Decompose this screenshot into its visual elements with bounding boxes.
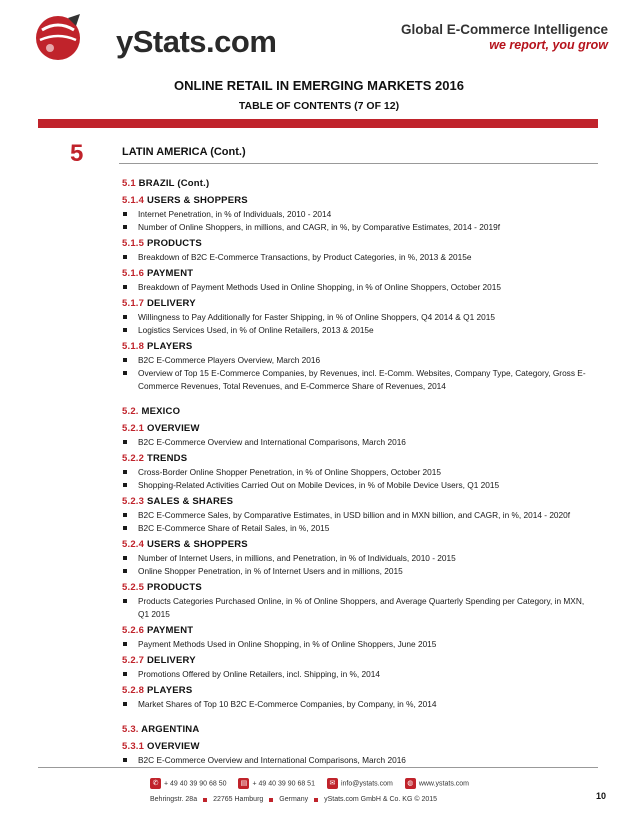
section-number: 5.1 [122, 178, 136, 189]
toc-item [122, 208, 592, 221]
bullet-icon [123, 255, 127, 259]
toc-item [122, 466, 592, 479]
section-label: PLAYERS [146, 341, 193, 352]
globe-logo-icon [28, 10, 88, 66]
toc-item-text: Products Categories Purchased Online, in % of Online Shoppers, and Average Quarterly Spending per Category, in MXN, Q1 2015 [138, 596, 585, 619]
section-label: DELIVERY [146, 298, 196, 309]
footer-email[interactable]: ✉ info@ystats.com [327, 778, 393, 789]
toc-section-heading [122, 404, 592, 419]
footer-web[interactable]: ◍ www.ystats.com [405, 778, 469, 789]
toc-item [122, 668, 592, 681]
toc-item-text: Overview of Top 15 E-Commerce Companies, by Revenues, incl. E-Comm. Websites, Company Type, Category, Gross E-Commerce Revenues, Total Revenues, and E-Commerce Share of Revenues, 2014 [138, 368, 586, 391]
section-number: 5.2.1 [122, 423, 145, 434]
bullet-icon [123, 225, 127, 229]
toc-section-heading [122, 722, 592, 737]
section-label: USERS & SHOPPERS [146, 195, 248, 206]
bullet-icon [123, 285, 127, 289]
mail-icon: ✉ [327, 778, 338, 789]
toc-item-text: Cross-Border Online Shopper Penetration, in % of Online Shoppers, October 2015 [138, 467, 442, 477]
bullet-icon [123, 758, 127, 762]
section-number: 5.2.7 [122, 655, 145, 666]
toc-item-text: B2C E-Commerce Overview and International Comparisons, March 2016 [138, 437, 406, 447]
separator-square [203, 798, 207, 802]
bullet-icon [123, 328, 127, 332]
page-subtitle: TABLE OF CONTENTS (7 OF 12) [238, 100, 400, 112]
section-label: PAYMENT [146, 625, 194, 636]
toc-section-heading [122, 653, 592, 668]
separator-square [314, 798, 318, 802]
address-city: 22765 Hamburg [213, 796, 264, 803]
toc-item-text: Breakdown of B2C E-Commerce Transactions, by Product Categories, in %, 2013 & 2015e [138, 252, 472, 262]
bullet-icon [123, 212, 127, 216]
toc-item [122, 479, 592, 492]
toc-section-heading [122, 580, 592, 595]
title-divider-bar [38, 119, 598, 128]
toc-item [122, 595, 592, 621]
page-number: 10 [596, 791, 607, 801]
section-label: OVERVIEW [146, 741, 200, 752]
toc-item-text: Market Shares of Top 10 B2C E-Commerce Companies, by Company, in %, 2014 [138, 699, 437, 709]
tagline-slogan: we report, you grow [489, 38, 608, 52]
bullet-icon [123, 569, 127, 573]
toc-section-heading [122, 451, 592, 466]
toc-section-heading [122, 266, 592, 281]
section-label: PLAYERS [146, 685, 193, 696]
toc-item-text: B2C E-Commerce Overview and International Comparisons, March 2016 [138, 755, 406, 765]
web-icon: ◍ [405, 778, 416, 789]
page-header [0, 0, 638, 80]
section-label: OVERVIEW [146, 423, 200, 434]
footer-phone: ✆ + 49 40 39 90 68 50 [150, 778, 226, 789]
section-number: 5.1.8 [122, 341, 145, 352]
toc-item-text: Number of Internet Users, in millions, and Penetration, in % of Individuals, 2010 - 2015 [138, 553, 456, 563]
toc-item [122, 552, 592, 565]
toc-section-heading [122, 193, 592, 208]
section-number: 5.2.2 [122, 453, 145, 464]
toc-item [122, 754, 592, 767]
toc-section-heading [122, 176, 592, 191]
bullet-icon [123, 642, 127, 646]
toc-item-text: Breakdown of Payment Methods Used in Online Shopping, in % of Online Shoppers, October 2015 [138, 282, 501, 292]
chapter-number: 5 [70, 140, 84, 167]
bullet-icon [123, 358, 127, 362]
toc-item-text: Payment Methods Used in Online Shopping, in % of Online Shoppers, June 2015 [138, 639, 437, 649]
address-street: Behringstr. 28a [150, 796, 198, 803]
section-number: 5.2.8 [122, 685, 145, 696]
toc-item [122, 281, 592, 294]
table-of-contents [122, 174, 592, 767]
toc-item [122, 522, 592, 535]
toc-section-heading [122, 623, 592, 638]
bullet-icon [123, 672, 127, 676]
section-label: PRODUCTS [146, 582, 202, 593]
section-label: DELIVERY [146, 655, 196, 666]
bullet-icon [123, 470, 127, 474]
page-title: ONLINE RETAIL IN EMERGING MARKETS 2016 [174, 78, 464, 93]
address-country: Germany [279, 796, 309, 803]
toc-item-text: B2C E-Commerce Sales, by Comparative Estimates, in USD billion and in MXN billion, and CAGR, in %, 2014 - 2020f [138, 510, 571, 520]
section-label: USERS & SHOPPERS [146, 539, 248, 550]
bullet-icon [123, 315, 127, 319]
toc-item-text: Willingness to Pay Additionally for Faster Shipping, in % of Online Shoppers, Q4 2014 & Q1 2015 [138, 312, 495, 322]
phone-icon: ✆ [150, 778, 161, 789]
toc-section-heading [122, 537, 592, 552]
tagline-main: Global E-Commerce Intelligence [400, 22, 608, 37]
toc-item [122, 354, 592, 367]
separator-square [269, 798, 273, 802]
section-label: TRENDS [146, 453, 188, 464]
toc-item-text: Online Shopper Penetration, in % of Internet Users and in millions, 2015 [138, 566, 403, 576]
footer-contacts [150, 778, 500, 789]
bullet-icon [123, 556, 127, 560]
toc-item-text: Internet Penetration, in % of Individuals, 2010 - 2014 [138, 209, 332, 219]
toc-section-heading [122, 236, 592, 251]
tagline [401, 22, 608, 52]
toc-section-heading [122, 296, 592, 311]
section-label: PAYMENT [146, 268, 194, 279]
section-label: ARGENTINA [141, 724, 200, 735]
section-number: 5.3.1 [122, 741, 145, 752]
toc-item [122, 638, 592, 651]
toc-section-heading [122, 683, 592, 698]
page-footer [150, 778, 500, 803]
section-number: 5.3. [122, 724, 139, 735]
toc-item [122, 221, 592, 234]
bullet-icon [123, 526, 127, 530]
section-number: 5.2.3 [122, 496, 145, 507]
bullet-icon [123, 513, 127, 517]
toc-section-heading [122, 339, 592, 354]
address-company: yStats.com GmbH & Co. KG © 2015 [324, 796, 438, 803]
bullet-icon [123, 599, 127, 603]
toc-item [122, 367, 592, 393]
toc-section-heading [122, 421, 592, 436]
section-label: PRODUCTS [146, 238, 202, 249]
toc-item [122, 565, 592, 578]
section-number: 5.2.6 [122, 625, 145, 636]
footer-fax: ▤ + 49 40 39 90 68 51 [238, 778, 314, 789]
toc-item-text: B2C E-Commerce Share of Retail Sales, in %, 2015 [138, 523, 330, 533]
fax-icon: ▤ [238, 778, 249, 789]
toc-item-text: Promotions Offered by Online Retailers, incl. Shipping, in %, 2014 [138, 669, 380, 679]
section-number: 5.1.7 [122, 298, 145, 309]
bullet-icon [123, 702, 127, 706]
bullet-icon [123, 371, 127, 375]
footer-address [150, 796, 500, 803]
toc-item [122, 311, 592, 324]
section-label: BRAZIL (Cont.) [138, 178, 210, 189]
toc-item [122, 509, 592, 522]
section-number: 5.1.6 [122, 268, 145, 279]
toc-item [122, 324, 592, 337]
chapter-divider [119, 163, 598, 164]
toc-section-heading [122, 494, 592, 509]
chapter-title: LATIN AMERICA (Cont.) [122, 146, 246, 158]
toc-item-text: B2C E-Commerce Players Overview, March 2016 [138, 355, 321, 365]
toc-item [122, 436, 592, 449]
toc-item-text: Logistics Services Used, in % of Online Retailers, 2013 & 2015e [138, 325, 374, 335]
footer-divider [38, 767, 598, 768]
toc-item-text: Shopping-Related Activities Carried Out on Mobile Devices, in % of Mobile Device Users, Q1 2015 [138, 480, 500, 490]
section-number: 5.2.4 [122, 539, 145, 550]
bullet-icon [123, 483, 127, 487]
toc-item-text: Number of Online Shoppers, in millions, and CAGR, in %, by Comparative Estimates, 2014 - 2019f [138, 222, 501, 232]
section-label: SALES & SHARES [146, 496, 234, 507]
section-number: 5.1.4 [122, 195, 145, 206]
ystats-logo [28, 10, 277, 66]
section-number: 5.2.5 [122, 582, 145, 593]
toc-item [122, 698, 592, 711]
toc-section-heading [122, 739, 592, 754]
section-number: 5.1.5 [122, 238, 145, 249]
bullet-icon [123, 440, 127, 444]
section-label: MEXICO [141, 406, 181, 417]
section-number: 5.2. [122, 406, 139, 417]
toc-item [122, 251, 592, 264]
logo-text: yStats.com [116, 24, 277, 59]
